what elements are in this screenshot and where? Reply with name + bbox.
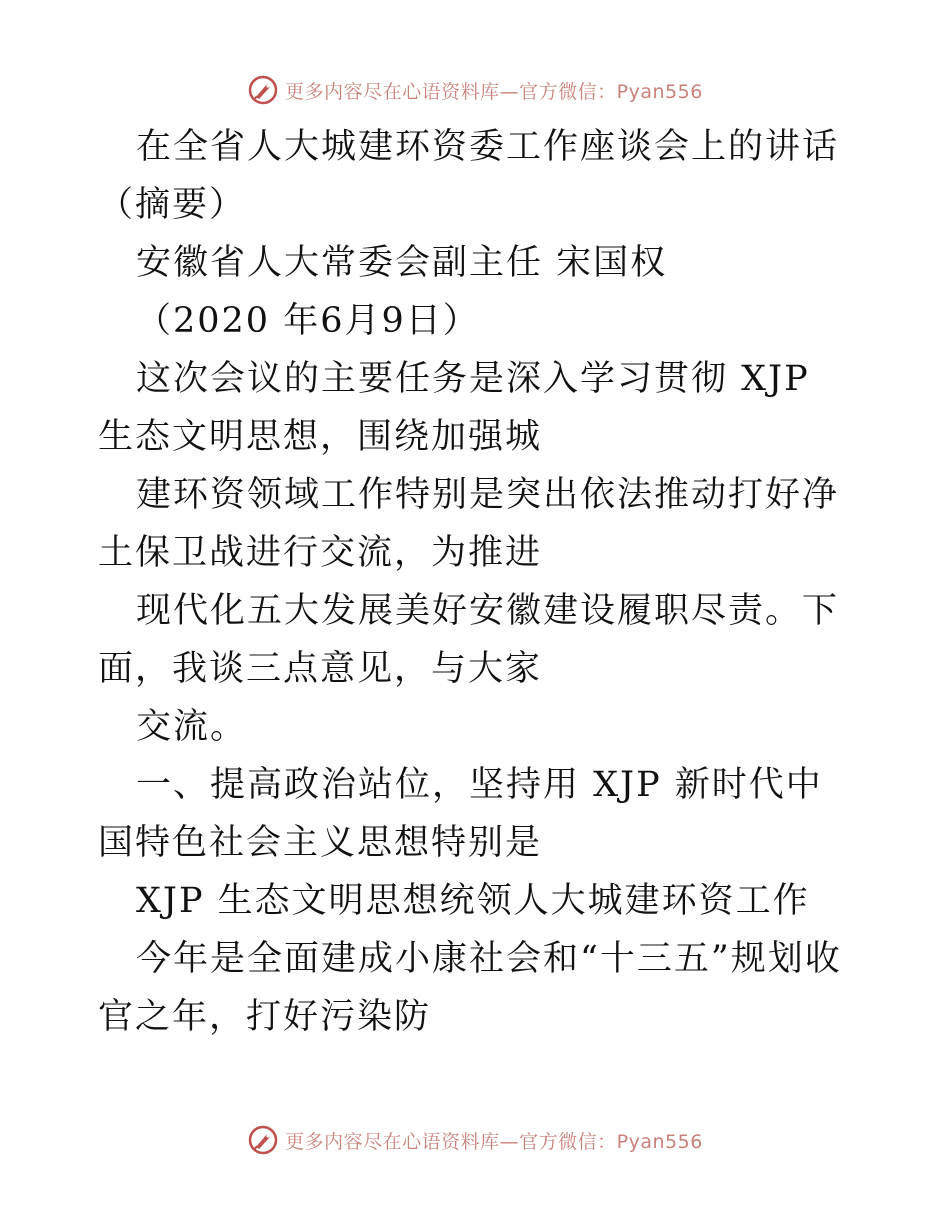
section-heading: 一、提高政治站位，坚持用 XJP 新时代中国特色社会主义思想特别是 [98,765,823,863]
paragraph: 现代化五大发展美好安徽建设履职尽责。下面，我谈三点意见，与大家 [98,591,840,689]
paragraph: 建环资领域工作特别是突出依法推动打好净土保卫战进行交流，为推进 [98,475,840,573]
footer-watermark [0,1120,950,1160]
pen-nib-circle-icon [247,74,279,106]
author-line: 安徽省人大常委会副主任 宋国权 [136,243,668,283]
document-title: 在全省人大城建环资委工作座谈会上的讲话（摘要） [98,127,840,225]
paragraph: 今年是全面建成小康社会和“十三五”规划收官之年，打好污染防 [98,939,842,1037]
section-heading-cont: XJP 生态文明思想统领人大城建环资工作 [136,881,810,921]
date-line: （2020 年6月9日） [136,301,480,341]
paragraph: 交流。 [136,707,248,747]
paragraph: 这次会议的主要任务是深入学习贯彻 XJP 生态文明思想，围绕加强城 [98,359,810,457]
pen-nib-circle-icon [247,1124,279,1156]
watermark-text: 更多内容尽在心语资料库—官方微信：Pyan556 [285,1130,703,1153]
watermark-text: 更多内容尽在心语资料库—官方微信：Pyan556 [285,80,703,103]
document-body [98,118,858,1046]
header-watermark [0,70,950,110]
